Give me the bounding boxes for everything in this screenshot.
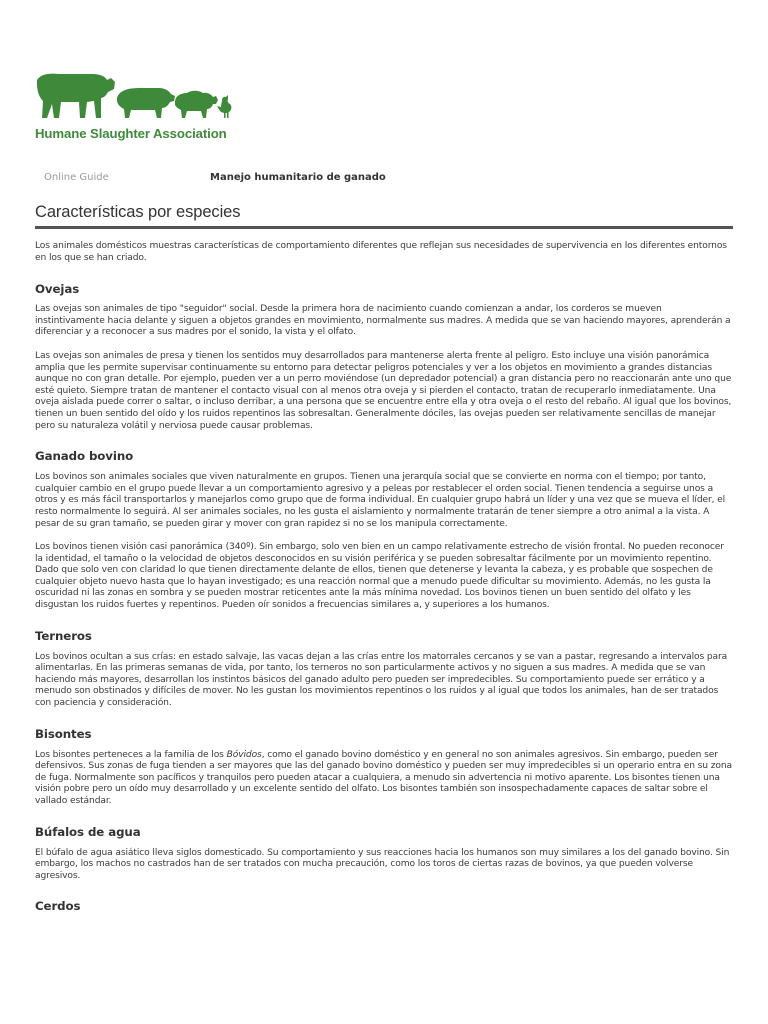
document-title: Manejo humanitario de ganado	[210, 172, 386, 183]
bufalos-paragraph: El búfalo de agua asiático lleva siglos domesticado. Su comportamiento y sus reacciones hacia los humanos son muy similares a los del ganado bovino. Sin embargo, los machos no castrados han de ser tratados con mucha precaución, como los toros de ciertas razas de bovinos, ya que pueden volverse agresivos.	[35, 847, 730, 881]
intro-paragraph: Los animales domésticos muestras características de comportamiento diferentes que reflejan sus necesidades de supervivencia en los diferentes entornos en los que se han criado.	[35, 241, 727, 263]
section-title-bufalos: Búfalos de agua	[35, 824, 141, 839]
section-title-bovino: Ganado bovino	[35, 449, 134, 464]
section-title-bisontes: Bisontes	[35, 726, 92, 741]
ovejas-paragraph-1: Las ovejas son animales de tipo "seguidor" social. Desde la primera hora de nacimiento cuando comienzan a andar, los corderos se mueven instintivamente hacia delante y siguen a objetos grandes en movimiento, normalmente sus madres. A medida que se van haciendo mayores, aprenderán a diferenciar y a reconocer a sus madres por el sonido, la vista y el olfato.	[35, 304, 731, 338]
bisontes-text-emphasis: Bóvidos	[226, 749, 262, 760]
bisontes-paragraph	[35, 750, 733, 808]
logo-text: Humane Slaughter Association	[35, 126, 227, 141]
page-title: Características por especies	[35, 203, 733, 229]
farm-animals-silhouette-icon	[35, 66, 235, 122]
main-content	[35, 203, 733, 913]
online-guide-label[interactable]: Online Guide	[44, 172, 109, 183]
section-title-terneros: Terneros	[35, 628, 92, 643]
terneros-paragraph: Los bovinos ocultan a sus crías: en estado salvaje, las vacas dejan a las crías entre los matorrales cercanos y se van a pastar, regresando a intervalos para alimentarlas. En las primeras semanas de vida, por tanto, los terneros no son particularmente activos y no siguen a sus madres. A medida que se van haciendo más mayores, desarrollan los instintos básicos del ganado adulto pero pueden ser impredecibles. Su comportamiento puede ser errático y a menudo son obstinados y difíciles de mover. No les gustan los movimientos repentinos o los ruidos y al igual que todos los animales, han de ser tratados con paciencia y consideración.	[35, 651, 728, 709]
section-title-ovejas: Ovejas	[35, 282, 80, 297]
bisontes-text-end: , como el ganado bovino doméstico y en general no son animales agresivos. Sin embargo, pueden ser defensivos. Sus zonas de fuga tienden a ser mayores que las del ganado bovino doméstico y pueden ser muy impredecibles si un operario entra en su zona de fuga. Normalmente son pacíficos y tranquilos pero pueden atacar a cualquiera, a menudo sin advertencia ni motivo aparente. Los bisontes tienen una visión pobre pero un oído muy desarrollado y un excelente sentido del olfato. Los bisontes también son insospechadamente capaces de saltar sobre el vallado estándar.	[35, 749, 733, 806]
bovino-paragraph-2: Los bovinos tienen visión casi panorámica (340º). Sin embargo, solo ven bien en un campo relativamente estrecho de visión frontal. No pueden reconocer la identidad, el tamaño o la velocidad de objetos desconocidos en su visión periférica y se pueden sobresaltar fácilmente por un movimiento repentino. Dado que solo ven con claridad lo que tienen directamente delante de ellos, tienen que detenerse y levanta la cabeza, y es probable que sospechen de cualquier objeto nuevo hasta que lo hayan investigado; es una reacción normal que a menudo puede dificultar su movimiento. Además, no les gusta la oscuridad ni las zonas en sombra y se pueden mostrar reticentes ante la más mínima novedad. Los bovinos tienen un buen sentido del olfato y les disgustan los ruidos fuertes y repentinos. Pueden oír sonidos a frecuencias similares a, y superiores a los humanos.	[35, 542, 724, 611]
hsa-logo[interactable]	[35, 66, 240, 141]
ovejas-paragraph-2: Las ovejas son animales de presa y tienen los sentidos muy desarrollados para mantenerse alerta frente al peligro. Esto incluye una visión panorámica amplia que les permite supervisar continuamente su entorno para detectar peligros potenciales y ver a los objetos en movimiento a grandes distancias aunque no con gran detalle. Por ejemplo, pueden ver a un perro moviéndose (un depredador potencial) a gran distancia pero no reaccionarán ante uno que esté quieto. Siempre tratan de mantener el contacto visual con al menos otra oveja y si pierden el contacto, tratan de recuperarlo inmediatamente. Una oveja aislada puede correr o saltar, o incluso derribar, a una persona que se encuentre entre ella y otra oveja o el resto del rebaño. Al igual que los bovinos, tienen un buen sentido del oído y los ruidos repentinos las sobresaltan. Generalmente dóciles, las ovejas pueden ser relativamente sencillas de manejar pero su naturaleza volátil y nerviosa puede causar problemas.	[35, 350, 732, 431]
section-title-cerdos: Cerdos	[35, 899, 81, 914]
bisontes-text-start: Los bisontes perteneces a la familia de los	[35, 749, 227, 760]
bovino-paragraph-1: Los bovinos son animales sociales que viven naturalmente en grupos. Tienen una jerarquía social que se convierte en norma con el tiempo; por tanto, cualquier cambio en el grupo puede llevar a un comportamiento agresivo y a peleas por restablecer el orden social. Tienen tendencia a seguirse unos a otros y es más fácil transportarlos y manejarlos como grupo que de forma individual. En cualquier grupo habrá un líder y una vez que se mueva el líder, el resto normalmente lo seguirá. Al ser animales sociales, no les gusta el aislamiento y normalmente tratarán de tener siempre a otro animal a la vista. A pesar de su gran tamaño, se pueden girar y mover con gran rapidez si no se los manipula correctamente.	[35, 472, 726, 529]
guide-header	[0, 172, 768, 186]
